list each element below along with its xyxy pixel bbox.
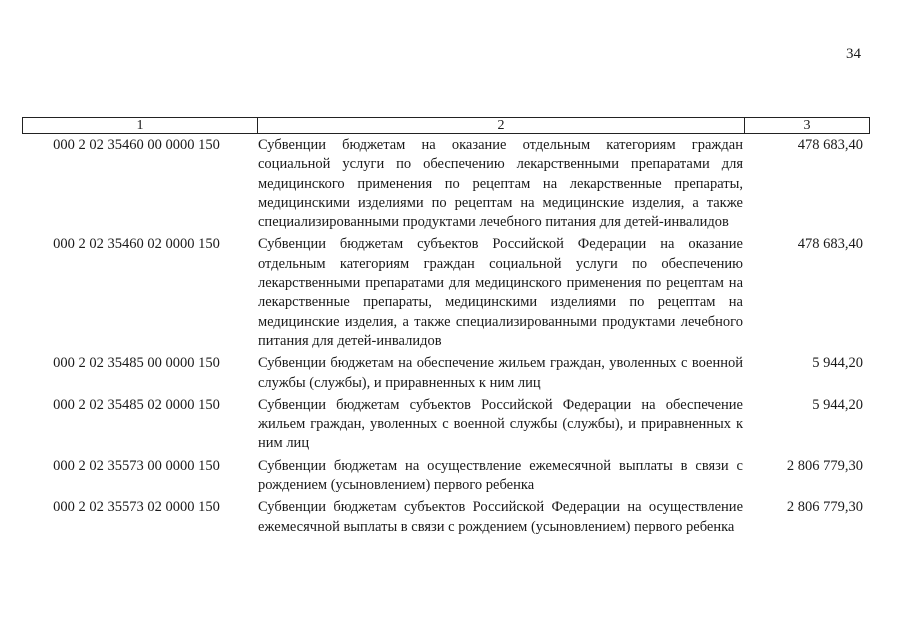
budget-code-cell: 000 2 02 35460 00 0000 150 bbox=[53, 137, 220, 153]
description-cell: Субвенции бюджетам на оказание отдельным категориям граждан социальной услуги по обеспечению лекарственными препаратами для медицинского применения по рецептам на лекарственные препараты, медицинскими изделиями по рецептам на медицинские изделия, а также специализированными продуктами лечебного питания для детей-инвалидов bbox=[258, 137, 743, 231]
budget-code-cell: 000 2 02 35573 00 0000 150 bbox=[53, 457, 220, 474]
table-row bbox=[22, 235, 870, 351]
budget-code-cell: 000 2 02 35460 02 0000 150 bbox=[53, 236, 220, 253]
amount-cell: 2 806 779,30 bbox=[786, 457, 863, 474]
page-number: 34 bbox=[846, 46, 861, 62]
column-header-2: 2 bbox=[258, 118, 745, 133]
table-body bbox=[22, 134, 870, 537]
description-cell: Субвенции бюджетам субъектов Российской Федерации на обеспечение жильем граждан, уволенных с военной службы (службы), и приравненных к ним лиц bbox=[258, 396, 743, 452]
budget-code-cell: 000 2 02 35485 00 0000 150 bbox=[53, 355, 220, 372]
amount-cell: 478 683,40 bbox=[797, 137, 863, 153]
table-row bbox=[22, 396, 870, 454]
column-header-3: 3 bbox=[803, 118, 811, 133]
table-row bbox=[22, 136, 870, 232]
table-header-row bbox=[22, 117, 870, 134]
table-row bbox=[22, 457, 870, 496]
description-cell: Субвенции бюджетам на обеспечение жильем граждан, уволенных с военной службы (службы), и приравненных к ним лиц bbox=[258, 355, 743, 391]
table-row bbox=[22, 498, 870, 537]
amount-cell: 5 944,20 bbox=[812, 355, 863, 372]
amount-cell: 478 683,40 bbox=[797, 236, 863, 253]
amount-cell: 5 944,20 bbox=[812, 396, 863, 413]
description-cell: Субвенции бюджетам на осуществление ежемесячной выплаты в связи с рождением (усыновлением) первого ребенка bbox=[258, 457, 743, 494]
description-cell: Субвенции бюджетам субъектов Российской Федерации на оказание отдельным категориям граждан социальной услуги по обеспечению лекарственными препаратами для медицинского применения по рецептам на лекарственные препараты, медицинскими изделиями по рецептам на медицинские изделия, а также специализированными продуктами лечебного питания для детей-инвалидов bbox=[258, 236, 743, 349]
description-cell: Субвенции бюджетам субъектов Российской Федерации на осуществление ежемесячной выплаты в связи с рождением (усыновлением) первого ребенка bbox=[258, 499, 743, 535]
budget-code-cell: 000 2 02 35485 02 0000 150 bbox=[53, 396, 220, 413]
amount-cell: 2 806 779,30 bbox=[786, 499, 863, 516]
column-header-1: 1 bbox=[23, 118, 258, 133]
budget-table bbox=[22, 117, 870, 540]
budget-code-cell: 000 2 02 35573 02 0000 150 bbox=[53, 499, 220, 516]
table-row bbox=[22, 354, 870, 393]
